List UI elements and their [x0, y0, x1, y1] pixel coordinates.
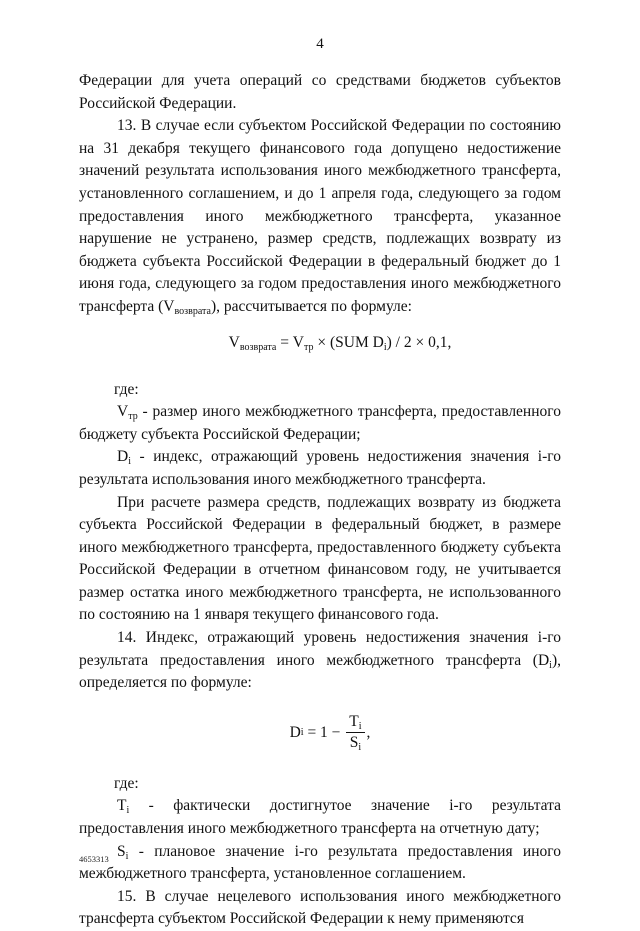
- document-code: 4653313: [79, 854, 109, 864]
- paragraph-continuation: Федерации для учета операций со средствами бюджетов субъектов Российской Федерации.: [79, 72, 561, 112]
- fraction: $\frac{T_i}{S_i}$: [346, 712, 364, 753]
- paragraph-13: 13. В случае если субъектом Российской Федерации по состоянию на 31 декабря текущего финансового года допущено недостижение значений результата использования иного межбюджетного трансферта, установленного соглашением, и до 1 апреля года, следующего за годом предоставления иного межбюджетного трансферта, указанное нарушение не устранено, размер средств, подлежащих возврату из бюджета субъекта Российской Федерации в федеральный бюджет до 1 июня года, следующего за годом предоставления иного межбюджетного трансферта $(V_{возврата})$, рассчитывается по формуле:: [79, 117, 561, 317]
- page-number: 4: [316, 36, 324, 52]
- definition-si: $S_i$ - плановое значение i-го результата предоставления иного межбюджетного трансферта, установленное соглашением.: [79, 842, 561, 883]
- paragraph-15: 15. В случае нецелевого использования иного межбюджетного трансферта субъектом Российской Федерации к нему применяются: [79, 887, 561, 928]
- where-label: где:: [114, 380, 139, 398]
- formula-index: D i = 1 − $\frac{T_i}{S_i}$ ,: [289, 713, 371, 754]
- definition-vtr: $V_{тр}$ - размер иного межбюджетного трансферта, предоставленного бюджету субъекта Российской Федерации;: [79, 403, 561, 443]
- paragraph-14: 14. Индекс, отражающий уровень недостижения значения i-го результата предоставления иного межбюджетного трансферта $(D_i)$, определяется по формуле:: [79, 629, 561, 692]
- document-body: [79, 70, 561, 931]
- formula-return-amount: $V_{возврата} = V_{тр} \times (SUM$ $D_i) / 2 \times 0,1$,: [228, 333, 452, 353]
- definition-di: $D_i$ - индекс, отражающий уровень недостижения значения i-го результата использования иного межбюджетного трансферта.: [79, 448, 561, 488]
- paragraph-calculation: При расчете размера средств, подлежащих возврату из бюджета субъекта Российской Федерации в федеральный бюджет, в размере иного межбюджетного трансферта, предоставленного бюджету субъекта Российской Федерации в отчетном финансовом году, не учитывается размер остатка иного межбюджетного трансферта, не использованного по состоянию на 1 января текущего финансового года.: [79, 493, 561, 624]
- definition-ti: $T_i$ - фактически достигнутое значение i-го результата предоставления иного межбюджетного трансферта на отчетную дату;: [79, 797, 561, 838]
- where-label-2: где:: [114, 774, 139, 792]
